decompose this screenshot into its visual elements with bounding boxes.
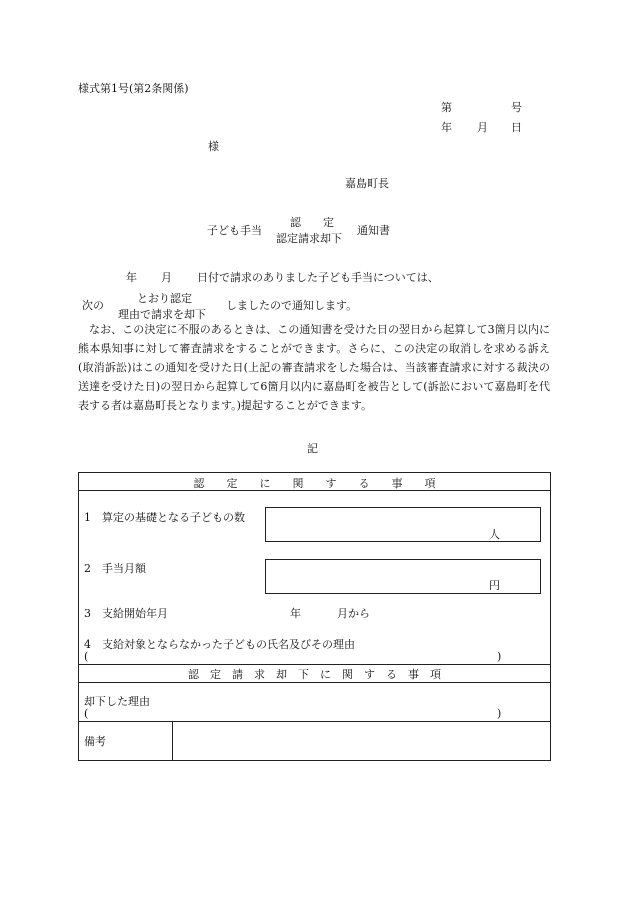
- item4-close-paren: ): [497, 650, 502, 663]
- remarks-label: 備考: [84, 735, 106, 748]
- item4-open-paren: (: [84, 650, 89, 663]
- body-line2-suffix: しましたので通知します。: [226, 299, 358, 312]
- appeal-notice: なお、この決定に不服のあるときは、この通知書を受けた日の翌日から起算して3箇月以内に熊本県知事に対して審査請求をすることができます。さらに、この決定の取消しを求める訴え(取消訴訟)はこの通知を受けた日(上記の審査請求をした場合は、当該審査請求に対する裁決の送達を受けた日)の翌日から起算して6箇月以内に嘉島町を被告として(訴訟において嘉島町を代表する者は嘉島町長となります。)提起することができます。: [78, 323, 550, 412]
- item3-label: 3 支給開始年月: [84, 607, 168, 620]
- divider: [79, 721, 550, 722]
- item3-year: 年: [290, 607, 301, 620]
- body-month: 月: [161, 271, 172, 284]
- reject-close-paren: ): [497, 707, 502, 720]
- item1-label: 1 算定の基礎となる子どもの数: [84, 511, 245, 524]
- title-left: 子ども手当: [207, 224, 262, 237]
- body-option-reject: 理由で請求を却下: [118, 308, 206, 321]
- item1-unit: 人: [489, 528, 500, 541]
- title-option-approve: 認 定: [290, 216, 334, 229]
- divider: [79, 490, 550, 491]
- divider: [79, 682, 550, 683]
- body-option-approve: とおり認定: [137, 292, 192, 305]
- addressee-suffix: 様: [208, 140, 219, 153]
- item2-label: 2 手当月額: [84, 562, 146, 575]
- body-line2-prefix: 次の: [82, 299, 104, 312]
- divider: [79, 664, 550, 665]
- section-approval-header: 認 定 に 関 す る 事 項: [193, 477, 436, 490]
- doc-number-go: 号: [511, 101, 522, 114]
- item3-month: 月から: [337, 607, 370, 620]
- reject-reason-label: 却下した理由: [84, 695, 150, 708]
- date-year: 年: [441, 121, 452, 134]
- reject-open-paren: (: [84, 707, 89, 720]
- body-line1: 日付で請求のありました子ども手当については、: [197, 271, 439, 284]
- item4-label: 4 支給対象とならなかった子どもの氏名及びその理由: [84, 638, 355, 651]
- section-rejection-header: 認 定 請 求 却 下 に 関 す る 事 項: [188, 668, 441, 681]
- ki-heading: 記: [307, 442, 318, 455]
- sender: 嘉島町長: [345, 177, 389, 190]
- item2-unit: 円: [489, 579, 500, 592]
- title-right: 通知書: [357, 224, 390, 237]
- remarks-divider: [172, 721, 173, 760]
- form-number: 様式第1号(第2条関係): [78, 82, 189, 95]
- title-option-reject: 認定請求却下: [276, 232, 342, 245]
- doc-number-dai: 第: [441, 101, 452, 114]
- date-month: 月: [477, 121, 488, 134]
- date-day: 日: [511, 121, 522, 134]
- body-year: 年: [126, 271, 137, 284]
- details-table: [78, 472, 551, 761]
